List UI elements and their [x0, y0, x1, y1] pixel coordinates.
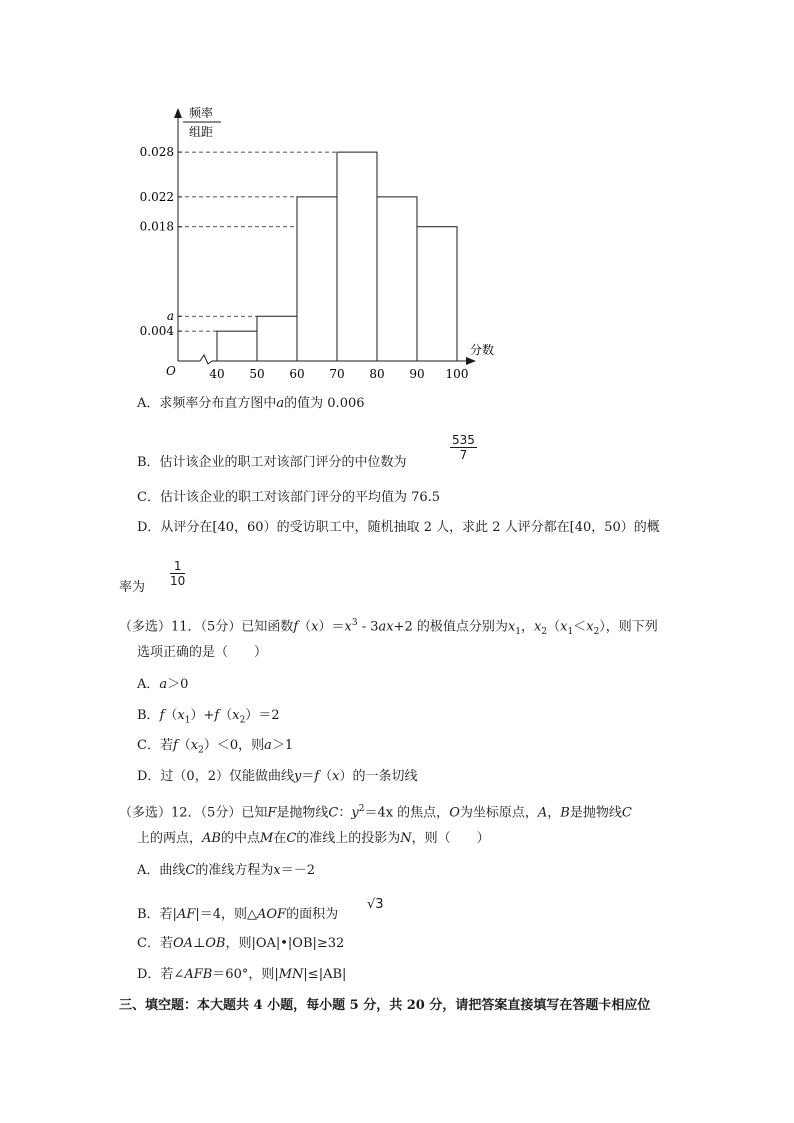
ylabel-top: 频率 [189, 106, 214, 120]
sub: 2 [593, 626, 600, 637]
tail: ＞1 [271, 738, 294, 753]
var-x: x [586, 619, 594, 635]
q10-option-a-tail: 的值为 0.006 [284, 396, 365, 411]
q12-option-b [137, 907, 338, 923]
eq: ＝ [331, 619, 345, 635]
histogram-bar [257, 316, 297, 361]
plus: + [203, 708, 215, 723]
var-x: x [190, 738, 199, 753]
fraction-numerator: 1 [170, 559, 185, 574]
t: |≤|AB| [303, 967, 347, 982]
q10-option-a-var: a [276, 396, 285, 411]
label: C．若 [137, 936, 173, 951]
var-F: F [267, 805, 277, 821]
histogram-bar [377, 197, 417, 361]
tail: ＝2 [258, 708, 280, 723]
q11-option-b [137, 708, 280, 729]
t: 的面积为 [286, 907, 339, 922]
tail: 的一条切线 [352, 769, 418, 784]
q10-option-d-fraction [170, 559, 185, 588]
var-x: x [232, 708, 240, 723]
q10-option-a-text: A．求频率分布直方图中 [137, 396, 277, 411]
x-tick-label: 60 [289, 367, 305, 381]
q10-option-d [137, 520, 660, 536]
label: D．过（0，2）仅能做曲线 [137, 769, 294, 784]
q11-option-c [137, 738, 293, 759]
sub: 1 [515, 626, 522, 637]
paren: ） [318, 619, 332, 635]
sub: 1 [567, 626, 574, 637]
sub: 2 [198, 745, 204, 756]
y-tick-label: a [166, 309, 174, 324]
paren: （ [547, 619, 561, 635]
t: 上的两点， [137, 831, 203, 846]
fn-f: f [314, 769, 320, 784]
y-tick-label: 0.028 [139, 145, 174, 160]
lt: ＜ [573, 619, 587, 635]
fn-f: f [214, 708, 220, 723]
fraction-denominator: 10 [170, 574, 186, 588]
fn-f: f [293, 619, 299, 635]
paren: （ [219, 708, 233, 723]
histogram-bar [417, 227, 457, 361]
paren: （ [298, 619, 312, 635]
label: A．曲线 [137, 863, 186, 878]
q12-option-c [137, 936, 344, 952]
q10-option-c-text: C．估计该企业的职工对该部门评分的平均值为 76.5 [137, 490, 441, 505]
q10-option-d-cont-text: 率为 [119, 580, 146, 595]
var-C: C [286, 831, 297, 846]
var-MN: MN [278, 967, 304, 982]
x-tick-label: 100 [445, 367, 469, 381]
var-x: x [344, 619, 352, 635]
q12-option-b-sqrt: √3 [367, 897, 384, 912]
mid: ＜0，则 [216, 738, 265, 753]
y-tick-label: 0.022 [139, 189, 174, 204]
label: B．若| [137, 907, 177, 922]
q11-stem-line2 [137, 645, 267, 661]
x-tick-label: 90 [409, 367, 425, 381]
fraction-numerator: 535 [452, 433, 475, 447]
t: ，则（ ） [411, 831, 490, 846]
perp: ⊥ [193, 936, 206, 951]
var-C: C [185, 863, 196, 878]
var-N: N [400, 831, 412, 846]
x-axis-arrow [466, 357, 476, 365]
eq: ＝4x 的焦点， [364, 805, 450, 821]
paren: ） [190, 708, 204, 723]
t: 的准线方程为 [195, 863, 274, 878]
x-tick-label: 40 [209, 367, 225, 381]
var-M: M [259, 831, 274, 846]
var-y: y [351, 805, 359, 821]
var-C: C [328, 805, 339, 821]
y-tick-label: 0.018 [139, 219, 174, 234]
t: ＝－2 [280, 863, 315, 878]
var-B: B [560, 805, 570, 821]
label: B． [137, 708, 160, 723]
mid: 是抛物线 [569, 805, 622, 821]
var-O: O [449, 805, 460, 821]
var-AF: AF [176, 907, 196, 922]
tail: ＞0 [167, 677, 189, 692]
q10-option-d-cont [119, 580, 145, 596]
q11-option-d [137, 769, 418, 785]
paren: ） [245, 708, 259, 723]
paren: ） [339, 769, 353, 784]
label: A． [137, 677, 160, 692]
q10-option-d-text: D．从评分在[40，60）的受访职工中，随机抽取 2 人，求此 2 人评分都在[40，50）的概 [137, 520, 660, 535]
t: ＝60°，则| [212, 967, 279, 982]
eq: ＝ [301, 769, 315, 784]
ylabel-bottom: 组距 [189, 125, 214, 139]
var-x: x [507, 619, 516, 635]
paren: ） [203, 738, 217, 753]
mid: 是抛物线 [276, 805, 329, 821]
q10-option-b-fraction [450, 433, 477, 462]
sub: 1 [184, 715, 191, 726]
section-3-heading: 三、填空题：本大题共 4 小题，每小题 5 分，共 20 分，请把答案直接填写在答题卡相应位 [119, 998, 651, 1013]
q10-option-b [137, 455, 407, 471]
frequency-histogram [0, 0, 794, 400]
paren: （ [164, 708, 178, 723]
var-x: x [311, 619, 319, 635]
y-tick-label: 0.004 [139, 324, 174, 339]
fn-f: f [159, 708, 165, 723]
colon: ： [338, 805, 352, 821]
t: 在 [273, 831, 287, 846]
label: D．若∠ [137, 967, 185, 982]
var-x: x [177, 708, 185, 723]
t: |＝4，则△ [195, 907, 258, 922]
q11-stem-line1 [119, 615, 658, 640]
q10-option-c [137, 490, 440, 506]
histogram-bar [337, 152, 377, 361]
var-y: y [293, 769, 302, 784]
q12-option-a [137, 863, 315, 879]
var-AOF: AOF [257, 907, 287, 922]
comma: ， [547, 805, 561, 821]
paren: （ [319, 769, 333, 784]
q12-stem-line1 [119, 801, 632, 821]
origin-label: O [166, 364, 176, 378]
q11-tail: ），则下列 [599, 619, 658, 635]
var-OA: OA [172, 936, 193, 951]
var-ax: ax [378, 619, 394, 635]
x-axis-break [200, 355, 212, 364]
var-A: A [537, 805, 548, 821]
var-a: a [159, 677, 168, 692]
q10-option-a [137, 396, 365, 412]
q11-option-a [137, 677, 188, 693]
var-x: x [560, 619, 568, 635]
q12-stem-line2 [137, 831, 490, 847]
histogram-bar [217, 331, 257, 361]
var-AB: AB [202, 831, 221, 846]
t: ，则|OA|•|OB|≥32 [225, 936, 345, 951]
y-axis-arrow [174, 108, 182, 118]
var-C: C [621, 805, 632, 821]
minus: - 3 [357, 619, 379, 635]
fraction-denominator: 7 [459, 448, 468, 462]
sub: 2 [541, 626, 548, 637]
sub: 2 [239, 715, 246, 726]
x-tick-label: 70 [329, 367, 345, 381]
exp: 3 [351, 618, 358, 628]
var-a: a [264, 738, 272, 753]
mid: 为坐标原点， [459, 805, 538, 821]
fn-f: f [172, 738, 178, 753]
var-x: x [273, 863, 281, 878]
q12-prefix: （多选）12．（5分）已知 [119, 805, 268, 821]
t: 的中点 [220, 831, 260, 846]
var-AFB: AFB [184, 967, 213, 982]
q10-option-b-text: B．估计该企业的职工对该部门评分的中位数为 [137, 455, 407, 470]
var-x: x [534, 619, 542, 635]
comma: ， [521, 619, 535, 635]
paren: （ [177, 738, 191, 753]
t: 的准线上的投影为 [296, 831, 401, 846]
x-tick-label: 50 [249, 367, 265, 381]
x-axis-label: 分数 [470, 343, 495, 357]
var-x: x [332, 769, 340, 784]
q11-line2: 选项正确的是（ ） [137, 645, 268, 660]
label: C．若 [137, 738, 173, 753]
q11-plus2: +2 的极值点分别为 [393, 619, 508, 635]
exp: 2 [358, 804, 365, 814]
x-tick-label: 80 [369, 367, 385, 381]
histogram-bar [297, 197, 337, 361]
q11-prefix: （多选）11．（5分）已知函数 [119, 619, 294, 635]
q12-option-d [137, 967, 346, 983]
var-OB: OB [205, 936, 226, 951]
